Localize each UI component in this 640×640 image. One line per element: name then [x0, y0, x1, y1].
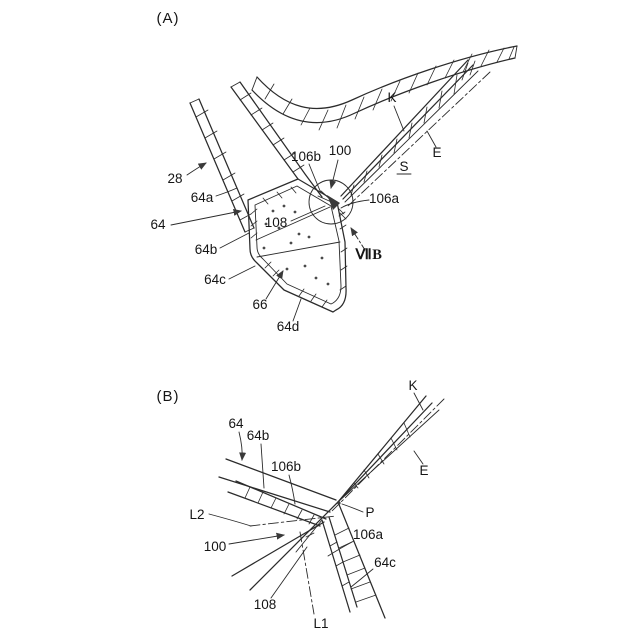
label-64d: 64d: [276, 319, 300, 334]
label-106b: 106b: [290, 149, 322, 164]
stipple-dot: [308, 236, 311, 239]
label-106b-b: 106b: [270, 459, 302, 474]
label-section-viib: ⅦB: [355, 247, 383, 263]
label-28: 28: [167, 171, 183, 186]
label-66: 66: [252, 297, 268, 312]
stipple-dot: [283, 205, 286, 208]
label-e-b: E: [419, 463, 429, 478]
label-64a: 64a: [190, 190, 214, 205]
label-100-b: 100: [203, 539, 227, 554]
label-100: 100: [328, 143, 352, 158]
stipple-dot: [321, 257, 324, 260]
label-64b: 64b: [194, 242, 218, 257]
figure-a-panel-label: (A): [156, 10, 180, 27]
stipple-dot: [286, 268, 289, 271]
label-k: K: [387, 90, 397, 105]
contact-point-p-dot: [337, 501, 340, 504]
label-108: 108: [264, 215, 288, 230]
label-106a-b: 106a: [352, 527, 384, 542]
stipple-dot: [290, 242, 293, 245]
stipple-dot: [327, 283, 330, 286]
label-l2: L2: [189, 507, 205, 522]
label-l1: L1: [313, 616, 329, 631]
label-s: S: [399, 159, 409, 174]
label-64c-b: 64c: [374, 555, 396, 570]
label-e: E: [432, 145, 442, 160]
stipple-dot: [298, 233, 301, 236]
label-64: 64: [150, 217, 166, 232]
label-64c: 64c: [204, 272, 226, 287]
stipple-dot: [304, 265, 307, 268]
label-64b-b: 64b: [246, 428, 270, 443]
label-108-b: 108: [253, 597, 277, 612]
label-p: P: [365, 505, 375, 520]
label-106a: 106a: [368, 191, 400, 206]
figure-b-panel-label: (B): [156, 388, 180, 405]
stipple-dot: [263, 247, 266, 250]
label-k-b: K: [408, 378, 418, 393]
stipple-dot: [272, 210, 275, 213]
label-64-b: 64: [228, 416, 244, 431]
stipple-dot: [294, 211, 297, 214]
stipple-dot: [315, 277, 318, 280]
